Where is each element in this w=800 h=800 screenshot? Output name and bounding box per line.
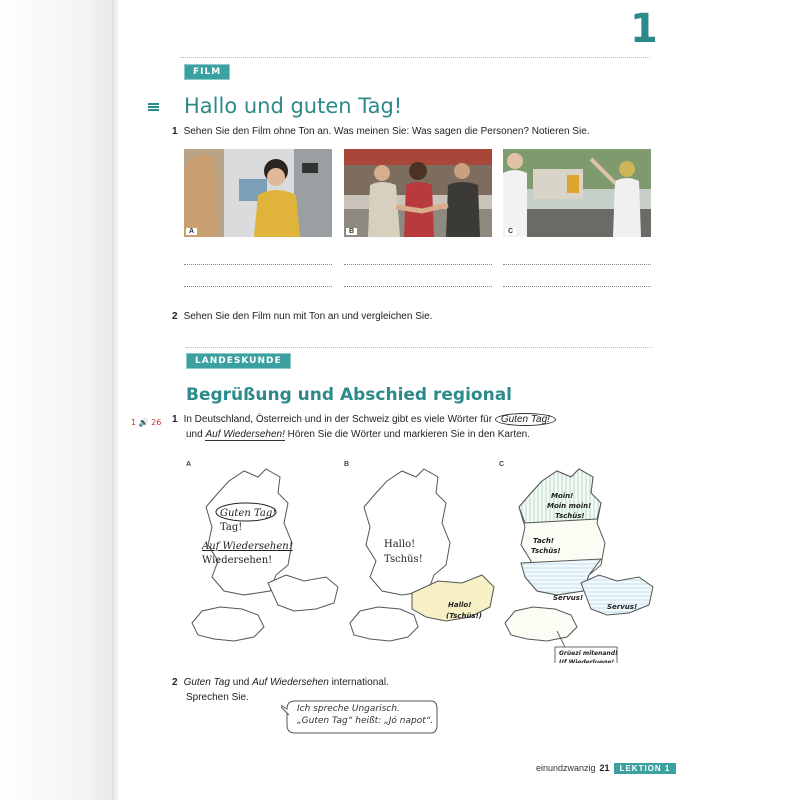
photo-b-scene (344, 149, 492, 237)
task-text: Hören Sie die Wörter und markieren Sie in den Karten. (287, 429, 530, 440)
map-c-moinmoin: Moin moin! (547, 502, 592, 510)
section-divider (186, 347, 652, 348)
write-line[interactable] (184, 264, 332, 265)
photo-label: B (346, 228, 357, 235)
task-number: 1 (172, 126, 178, 137)
photo-c-scene (503, 149, 651, 237)
map-b-hallo: Hallo! (384, 539, 416, 550)
bubble-line-2: „Guten Tag“ heißt: „Jó napot“. (297, 716, 434, 726)
chapter-number: 1 (630, 6, 658, 52)
task-text: Sehen Sie den Film ohne Ton an. Was meinen Sie: Was sagen die Personen? Notieren Sie. (183, 126, 590, 137)
map-label: A (186, 461, 192, 468)
map-a (184, 463, 344, 653)
write-line[interactable] (503, 286, 651, 287)
task-number: 2 (172, 677, 178, 688)
task-text: Sehen Sie den Film nun mit Ton an und vergleichen Sie. (183, 311, 433, 322)
task-text: In Deutschland, Österreich und in der Schweiz gibt es viele Wörter für (183, 414, 493, 425)
film-task-2 (172, 309, 432, 324)
top-divider (180, 57, 650, 58)
task-text: Sprechen Sie. (186, 692, 249, 703)
italic-phrase: Auf Wiedersehen (252, 677, 329, 688)
map-b-outline (342, 461, 505, 653)
photo-label: A (186, 228, 197, 235)
map-b-tschues-at: (Tschüs!) (446, 612, 482, 620)
page-number: 21 (599, 763, 610, 773)
photo-c (503, 149, 651, 237)
lektion-badge: LEKTION 1 (614, 763, 677, 774)
write-line[interactable] (344, 286, 492, 287)
map-a-underlined: Auf Wiedersehen! (202, 541, 293, 552)
map-c-moin: Moin! (551, 492, 574, 500)
map-a-outline (184, 463, 344, 653)
task-number: 2 (172, 311, 178, 322)
map-label: B (344, 461, 350, 468)
map-c-tschues-middle: Tschüs! (531, 547, 561, 555)
map-b (342, 461, 505, 653)
map-label: C (499, 461, 505, 468)
map-c-gruezi: Grüezi mitenand! (559, 650, 618, 657)
write-line[interactable] (503, 264, 651, 265)
speech-bubble (287, 701, 439, 733)
page-footer (536, 763, 676, 773)
page-word: einundzwanzig (536, 763, 596, 773)
map-c-servus-at: Servus! (607, 603, 638, 611)
italic-phrase: Guten Tag (183, 677, 230, 688)
map-c-uf: Uf Wiederluege! (559, 659, 615, 663)
write-line[interactable] (344, 264, 492, 265)
map-c-outline (497, 463, 657, 663)
film-task-1 (172, 124, 590, 139)
book-binding (0, 0, 118, 800)
map-a-wiedersehen: Wiedersehen! (202, 555, 273, 566)
map-c-tschues-north: Tschüs! (555, 512, 585, 520)
map-c (497, 463, 657, 663)
film-heading: Hallo und guten Tag! (184, 94, 403, 118)
photo-label: C (505, 228, 516, 235)
map-c-tach: Tach! (533, 537, 554, 545)
film-tag: FILM (184, 64, 230, 80)
task-text: und (232, 677, 250, 688)
map-b-tschues: Tschüs! (384, 554, 423, 565)
map-a-tag: Tag! (220, 522, 243, 533)
map-b-hallo-at: Hallo! (448, 601, 472, 609)
photo-a (184, 149, 332, 237)
map-c-servus-de: Servus! (553, 594, 584, 602)
underlined-word: Auf Wiedersehen! (205, 429, 285, 440)
audio-track-icon[interactable]: 1 🔊 26 (131, 418, 162, 427)
task-number: 1 (172, 414, 178, 425)
landeskunde-tag: LANDESKUNDE (186, 353, 291, 369)
photo-b (344, 149, 492, 237)
bubble-line-1: Ich spreche Ungarisch. (297, 704, 400, 714)
landeskunde-heading: Begrüßung und Abschied regional (186, 385, 513, 405)
circled-word: Guten Tag! (495, 413, 556, 426)
photo-a-scene (184, 149, 332, 237)
film-icon (148, 103, 159, 112)
write-line[interactable] (184, 286, 332, 287)
landeskunde-task-1 (172, 412, 592, 442)
task-text: und (186, 429, 203, 440)
map-a-circled: Guten Tag! (220, 508, 277, 519)
task-text: international. (331, 677, 389, 688)
